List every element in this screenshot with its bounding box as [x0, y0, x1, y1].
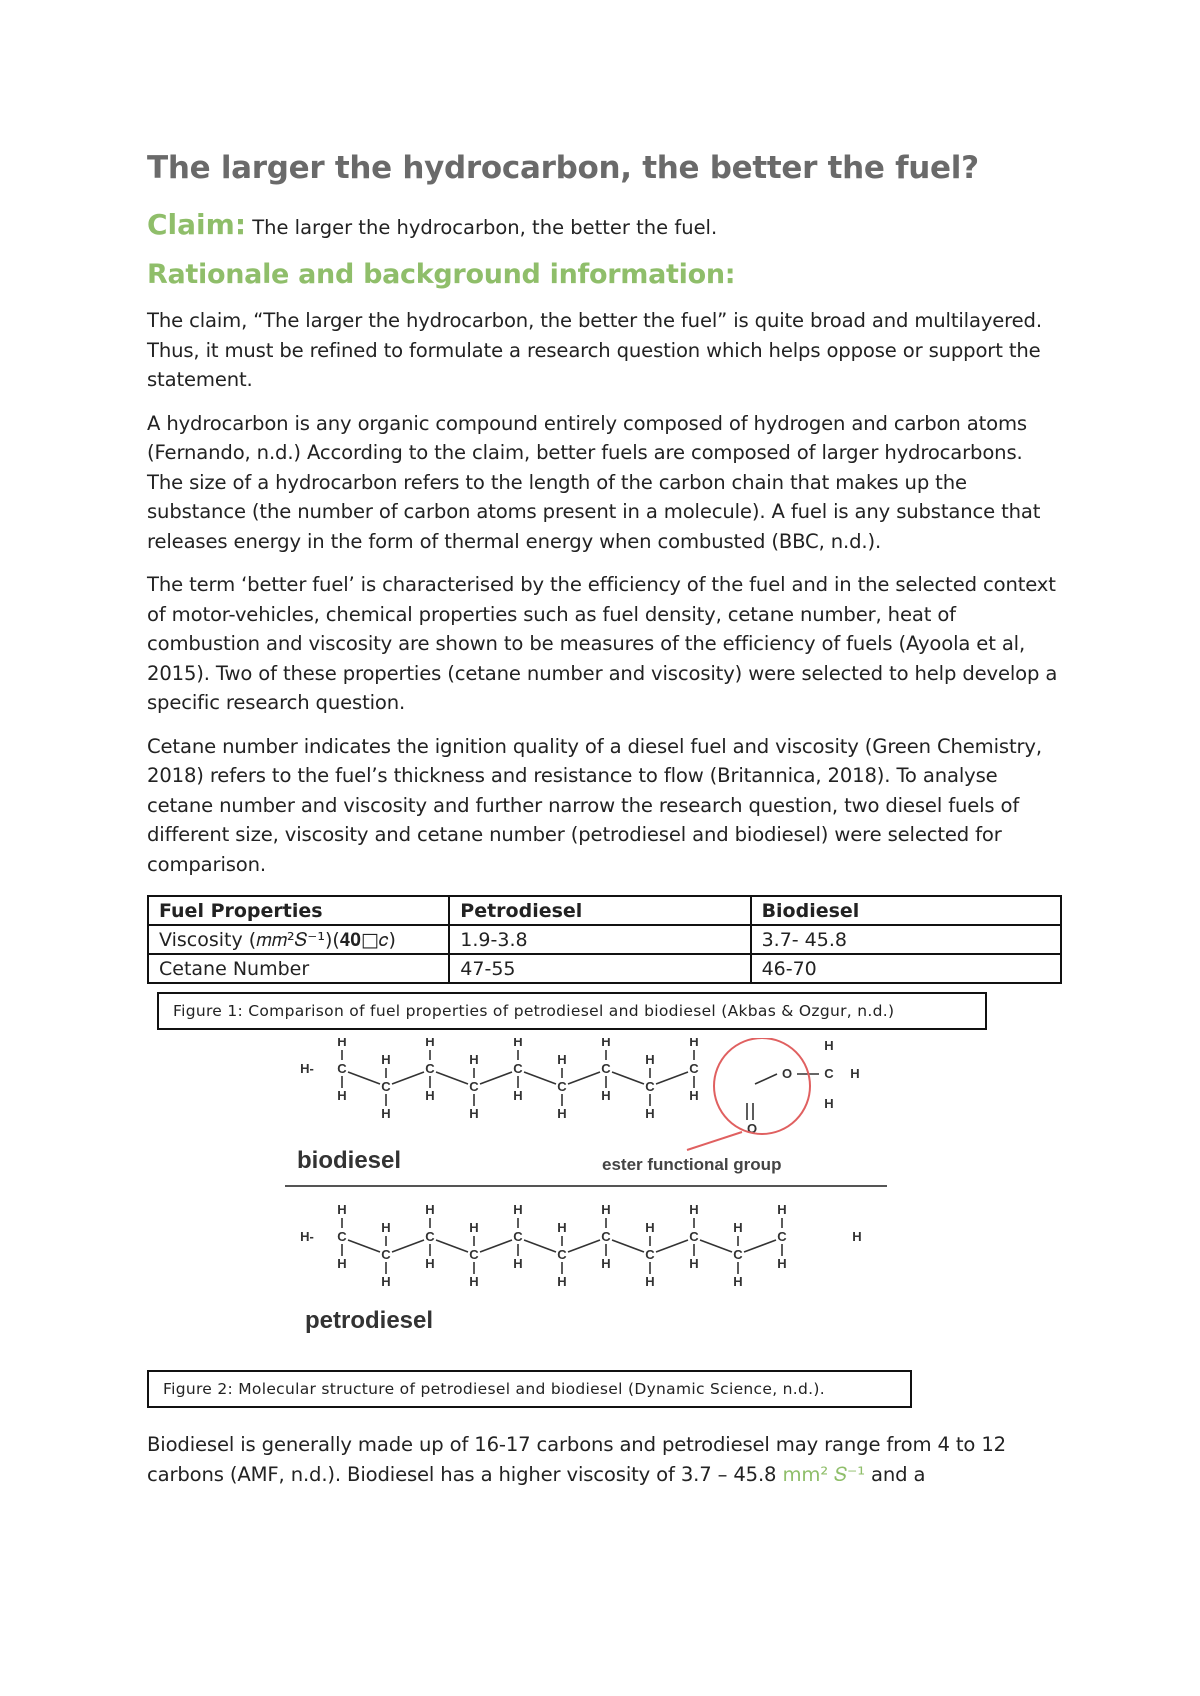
ester-pointer-line: [687, 1132, 742, 1150]
bond-line: [524, 1240, 556, 1252]
fuel-properties-table: [147, 895, 1062, 984]
bond-line: [348, 1240, 380, 1252]
table-cell: 1.9-3.8: [449, 925, 750, 954]
table-cell: 47-55: [449, 954, 750, 983]
hydrogen-atom: H: [469, 1106, 479, 1121]
table-header: Fuel Properties: [148, 896, 449, 925]
biodiesel-structure: [300, 1038, 860, 1150]
petrodiesel-label: petrodiesel: [305, 1307, 434, 1334]
bond-line: [480, 1072, 512, 1084]
hydrogen-atom: H: [733, 1220, 743, 1235]
hydrogen-atom: H: [645, 1106, 655, 1121]
document-page: [147, 150, 1062, 1503]
carbon-atom: C: [645, 1247, 655, 1262]
page-title: The larger the hydrocarbon, the better the fuel?: [147, 150, 979, 186]
bond-line: [568, 1240, 600, 1252]
figure-2-caption: Figure 2: Molecular structure of petrodiesel and biodiesel (Dynamic Science, n.d.).: [147, 1370, 912, 1408]
petrodiesel-structure: [300, 1202, 862, 1289]
carbon-atom: C: [381, 1079, 391, 1094]
biodiesel-label: biodiesel: [297, 1147, 402, 1174]
oxygen-atom: O: [781, 1066, 793, 1081]
hydrogen-atom: H: [557, 1052, 567, 1067]
table-row: [148, 954, 1061, 983]
paragraph-1: The claim, “The larger the hydrocarbon, the better the fuel” is quite broad and multilayered. Thus, it must be refined to formulate a research question which helps oppose or support the statement.: [147, 309, 1042, 391]
paragraph-4: Cetane number indicates the ignition quality of a diesel fuel and viscosity (Green Chemistry, 2018) refers to the fuel’s thickness and resistance to flow (Britannica, 2018). To analyse cetane number and viscosity and further narrow the research question, two diesel fuels of different size, viscosity and cetane number (petrodiesel and biodiesel) were selected for comparison.: [147, 734, 1042, 876]
bond-line: [568, 1072, 600, 1084]
carbon-atom: C: [601, 1061, 611, 1076]
hydrogen-atom: H: [777, 1256, 787, 1271]
carbon-atom: C: [513, 1061, 523, 1076]
hydrogen-atom: H: [425, 1038, 435, 1049]
hydrogen-atom: H: [513, 1256, 523, 1271]
hydrogen-atom: H: [557, 1274, 567, 1289]
hydrogen-atom: H: [425, 1256, 435, 1271]
hydrogen-atom: H-: [300, 1229, 314, 1244]
carbon-atom: C: [425, 1061, 435, 1076]
table-cell: Viscosity (𝑚𝑚²𝑆⁻¹)(𝟒𝟎□𝑐): [148, 925, 449, 954]
hydrogen-atom: H: [645, 1052, 655, 1067]
table-cell: 3.7- 45.8: [751, 925, 1061, 954]
hydrogen-atom: H: [337, 1256, 347, 1271]
carbon-atom: C: [337, 1061, 347, 1076]
hydrogen-atom: H: [601, 1088, 611, 1103]
table-row: [148, 925, 1061, 954]
carbon-atom: C: [689, 1229, 699, 1244]
bond-line: [392, 1072, 424, 1084]
hydrogen-atom: H: [601, 1202, 611, 1217]
claim-text: The larger the hydrocarbon, the better the fuel.: [246, 216, 718, 239]
carbon-atom: C: [601, 1229, 611, 1244]
hydrogen-atom: H: [381, 1274, 391, 1289]
bond-line: [436, 1240, 468, 1252]
hydrogen-atom: H: [777, 1202, 787, 1217]
oxygen-atom: O: [746, 1121, 758, 1136]
carbon-atom: C: [824, 1066, 834, 1081]
hydrogen-atom: H: [513, 1088, 523, 1103]
hydrogen-atom: H: [381, 1106, 391, 1121]
final-paragraph-tail: and a: [864, 1462, 926, 1486]
rationale-heading: Rationale and background information:: [147, 259, 736, 290]
carbon-atom: C: [777, 1229, 787, 1244]
carbon-atom: C: [381, 1247, 391, 1262]
hydrogen-atom: H: [824, 1038, 834, 1053]
hydrogen-atom: H: [381, 1052, 391, 1067]
table-cell: Cetane Number: [148, 954, 449, 983]
bond-line: [612, 1240, 644, 1252]
hydrogen-atom: H: [601, 1256, 611, 1271]
claim-line: [147, 208, 1062, 241]
hydrogen-atom: H: [852, 1229, 862, 1244]
hydrogen-atom: H: [850, 1066, 860, 1081]
carbon-atom: C: [337, 1229, 347, 1244]
bond-line: [755, 1074, 777, 1084]
hydrogen-atom: H: [469, 1274, 479, 1289]
hydrogen-atom: H: [689, 1256, 699, 1271]
carbon-atom: C: [469, 1247, 479, 1262]
hydrogen-atom: H: [513, 1202, 523, 1217]
claim-label: Claim:: [147, 208, 247, 241]
hydrogen-atom: H: [645, 1274, 655, 1289]
bond-line: [700, 1240, 732, 1252]
bond-line: [348, 1072, 380, 1084]
bond-line: [392, 1240, 424, 1252]
hydrogen-atom: H: [689, 1202, 699, 1217]
hydrogen-atom: H: [425, 1088, 435, 1103]
hydrogen-atom: H: [337, 1038, 347, 1049]
hydrogen-atom: H: [513, 1038, 523, 1049]
bond-line: [436, 1072, 468, 1084]
carbon-atom: C: [645, 1079, 655, 1094]
carbon-atom: C: [513, 1229, 523, 1244]
figure-1-caption: Figure 1: Comparison of fuel properties of petrodiesel and biodiesel (Akbas & Ozgur, n.d.): [157, 992, 987, 1030]
hydrogen-atom: H: [337, 1088, 347, 1103]
molecular-structure-diagram: [147, 1038, 1062, 1358]
hydrogen-atom: H: [557, 1220, 567, 1235]
bond-line: [524, 1072, 556, 1084]
carbon-atom: C: [557, 1247, 567, 1262]
ester-group-label: ester functional group: [602, 1155, 782, 1174]
hydrogen-atom: H: [689, 1088, 699, 1103]
carbon-atom: C: [733, 1247, 743, 1262]
carbon-atom: C: [689, 1061, 699, 1076]
hydrogen-atom: H: [469, 1220, 479, 1235]
paragraph-3: The term ‘better fuel’ is characterised by the efficiency of the fuel and in the selected context of motor-vehicles, chemical properties such as fuel density, cetane number, heat of combustion and viscosity are shown to be measures of the efficiency of fuels (Ayoola et al, 2015). Two of these properties (cetane number and viscosity) were selected to help develop a specific research question.: [147, 573, 1058, 714]
hydrogen-atom: H: [381, 1220, 391, 1235]
final-paragraph-text: Biodiesel is generally made up of 16-17 carbons and petrodiesel may range from 4 to 12 carbons (AMF, n.d.). Biodiesel has a higher viscosity of 3.7 – 45.8: [147, 1433, 1006, 1486]
hydrogen-atom: H: [733, 1274, 743, 1289]
hydrogen-atom: H: [425, 1202, 435, 1217]
bond-line: [744, 1240, 776, 1252]
ester-highlight-ring: [714, 1038, 810, 1134]
final-paragraph: [147, 1430, 1062, 1489]
hydrogen-atom: H: [601, 1038, 611, 1049]
hydrogen-atom: H-: [300, 1061, 314, 1076]
hydrogen-atom: H: [645, 1220, 655, 1235]
bond-line: [480, 1240, 512, 1252]
table-header: Petrodiesel: [449, 896, 750, 925]
table-cell: 46-70: [751, 954, 1061, 983]
carbon-atom: C: [557, 1079, 567, 1094]
carbon-atom: C: [469, 1079, 479, 1094]
hydrogen-atom: H: [337, 1202, 347, 1217]
hydrogen-atom: H: [469, 1052, 479, 1067]
carbon-atom: C: [425, 1229, 435, 1244]
hydrogen-atom: H: [557, 1106, 567, 1121]
bond-line: [612, 1072, 644, 1084]
table-header-row: [148, 896, 1061, 925]
hydrogen-atom: H: [824, 1096, 834, 1111]
bond-line: [656, 1240, 688, 1252]
table-header: Biodiesel: [751, 896, 1061, 925]
hydrogen-atom: H: [689, 1038, 699, 1049]
paragraph-2: A hydrocarbon is any organic compound entirely composed of hydrogen and carbon atoms (Fernando, n.d.) According to the claim, better fuels are composed of larger hydrocarbons. The size of a hydrocarbon refers to the length of the carbon chain that makes up the substance (the number of carbon atoms present in a molecule). A fuel is any substance that releases energy in the form of thermal energy when combusted (BBC, n.d.).: [147, 411, 1041, 553]
viscosity-unit: mm² 𝑆⁻¹: [782, 1462, 865, 1486]
bond-line: [656, 1072, 688, 1084]
